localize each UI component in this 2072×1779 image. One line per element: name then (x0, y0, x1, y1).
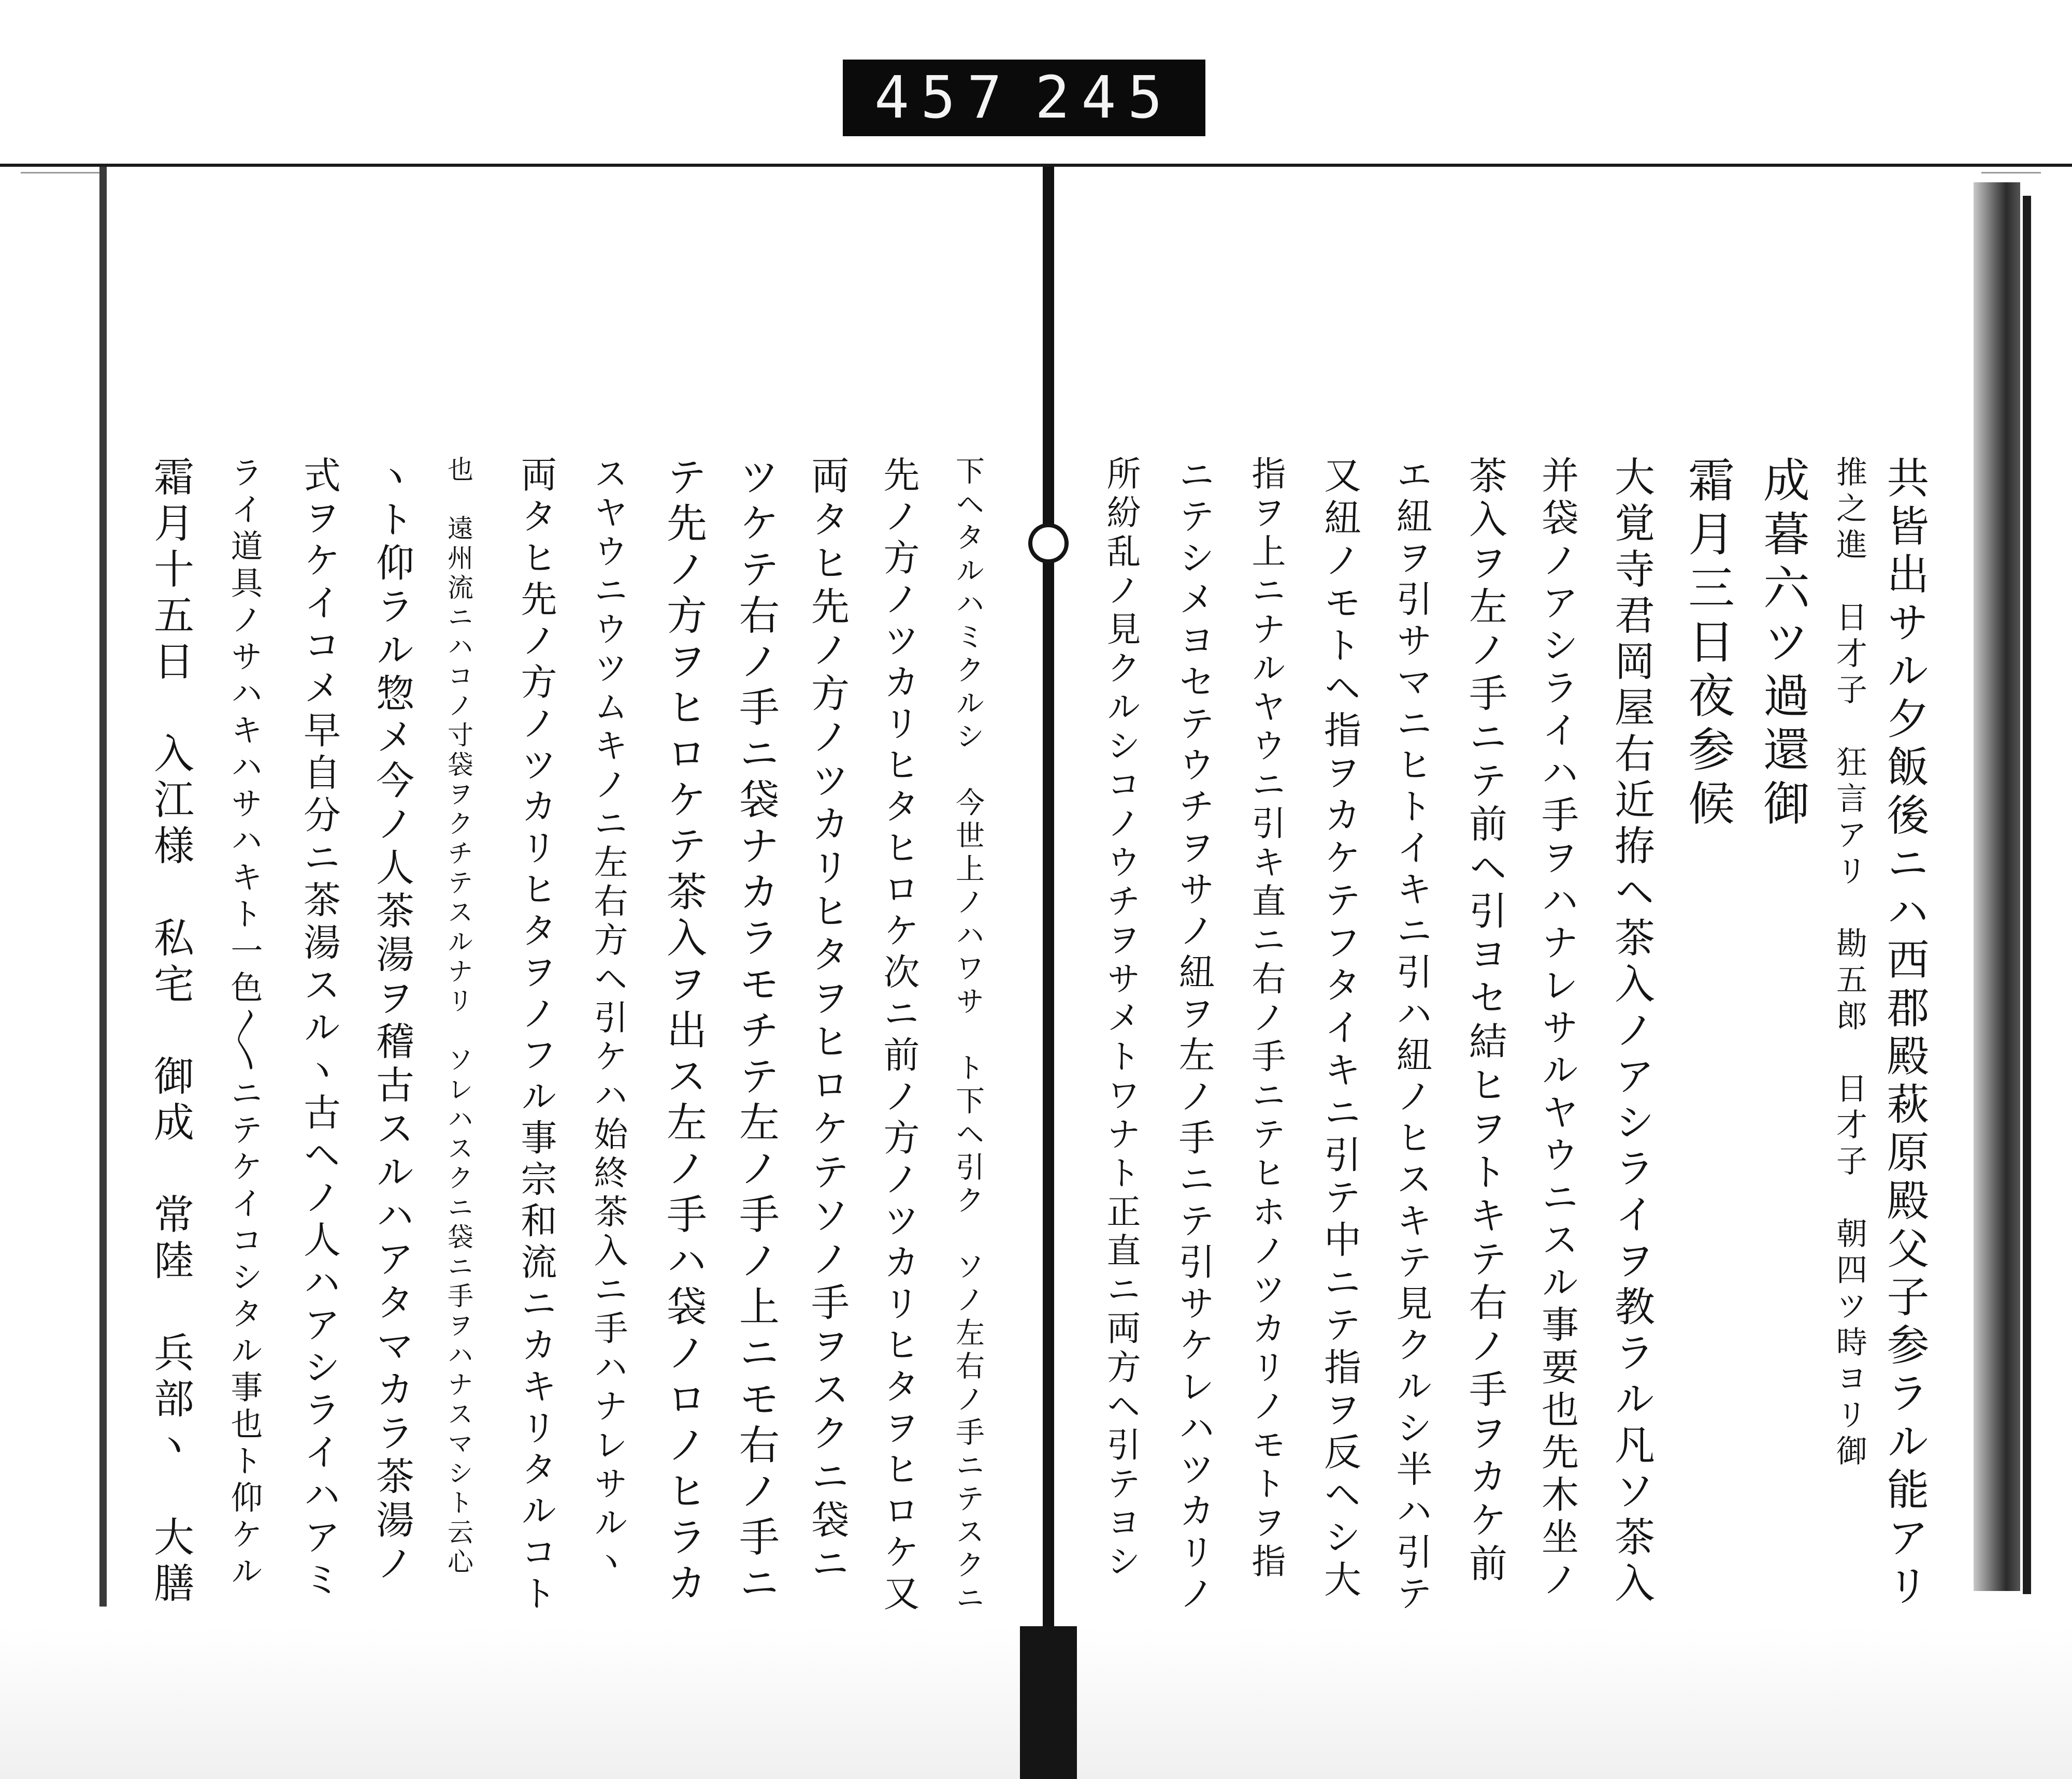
left-page-column-11: ライ道具ノサハキハサハキト一色〳〵ニテケイコシタル事也ト仰ケル (225, 456, 263, 1591)
right-page-column-4: 霜月三日夜参候 (1680, 456, 1734, 833)
right-page-column-8: エ紐ヲ引サマニヒトイキニ引ハ紐ノヒスキテ見クルシ半ハ引テ (1390, 456, 1433, 1616)
spine-foot (1020, 1626, 1077, 1779)
left-page-column-8: 也 遠州流ニハコノ寸袋ヲクチテスルナリ ソレハスクニ袋ニ手ヲハナスマシト云心 (443, 456, 473, 1578)
right-page-column-7: 茶入ヲ左ノ手ニテ前ヘ引ヨセ結ヒヲトキテ右ノ手ヲカケ前 (1463, 456, 1507, 1587)
microfilm-frame-label (843, 60, 1205, 136)
right-page-column-2: 推之進 日才子 狂言アリ 勘五郎 日才子 朝四ツ時ヨリ御 (1831, 456, 1867, 1471)
left-page-column-7: 両タヒ先ノ方ノツカリヒタヲノフル事宗和流ニカキリタルコト (515, 456, 557, 1616)
right-page-column-5: 大覚寺君岡屋右近拵ヘ茶入ノアシライヲ教ラル凡ソ茶入 (1608, 456, 1654, 1608)
left-page-column-3: 両タヒ先ノ方ノツカリヒタヲヒロケテソノ手ヲスクニ袋ニ (805, 456, 850, 1587)
left-page-column-2: 先ノ方ノツカリヒタヒロケ次ニ前ノ方ノツカリヒタヲヒロケ又 (877, 456, 920, 1616)
left-page-column-4: ツケテ右ノ手ニ袋ナカラモチテ左ノ手ノ上ニモ右ノ手ニ (732, 456, 779, 1608)
right-page-column-6: 并袋ノアシライハ手ヲハナレサルヤウニスル事要也先木坐ノ (1535, 456, 1579, 1602)
left-page-column-12: 霜月十五日 入江様 私宅 御成 常陸 兵部ヽ 大膳 (147, 456, 194, 1608)
left-page-column-5: テ先ノ方ヲヒロケテ茶入ヲ出ス左ノ手ハ袋ノロノヒラカ (660, 456, 707, 1608)
cover-edge (2023, 196, 2031, 1594)
right-page-column-11: ニテシメヨセテウチヲサノ紐ヲ左ノ手ニテ引サケレハツカリノ (1173, 456, 1215, 1616)
left-page-column-10: 式ヲケイコメ早自分ニ茶湯スルヽ古ヘノ人ハアシライハアミ (297, 456, 341, 1602)
left-page-column-9: ヽト仰ラル惣メ今ノ人茶湯ヲ稽古スルハアタマカラ茶湯ノ (370, 456, 414, 1587)
left-page-column-1: 下ヘタルハミクルシ 今世上ノハワサ ト下ヘ引ク ソノ左右ノ手ニテスクニ (951, 456, 985, 1616)
binding-knot-icon (1028, 523, 1069, 563)
page-stack-edge (1974, 182, 2020, 1591)
left-page-column-6: スヤウニウツムキノニ左右方ヘ引ケハ始終茶入ニ手ハナレサルヽ (588, 456, 628, 1582)
right-page-column-12: 所紛乱ノ見クルシコノウチヲサメトワナト正直ニ両方ヘ引テヨシ (1101, 456, 1141, 1582)
right-page-column-9: 又紐ノモトヘ指ヲカケテフタイキニ引テ中ニテ指ヲ反ヘシ大 (1318, 456, 1361, 1602)
right-page-column-10: 指ヲ上ニナルヤウニ引キ直ニ右ノ手ニテヒホノツカリノモトヲ指 (1246, 456, 1286, 1582)
right-page-column-1: 共皆出サル夕飯後ニハ西郡殿萩原殿父子参ラル能アリ (1880, 456, 1929, 1612)
frame-number-right: 245 (1034, 64, 1174, 132)
book-spine (1043, 167, 1054, 1779)
frame-number-left: 457 (874, 64, 1014, 132)
right-page-column-3: 成暮六ツ過還御 (1755, 456, 1809, 833)
